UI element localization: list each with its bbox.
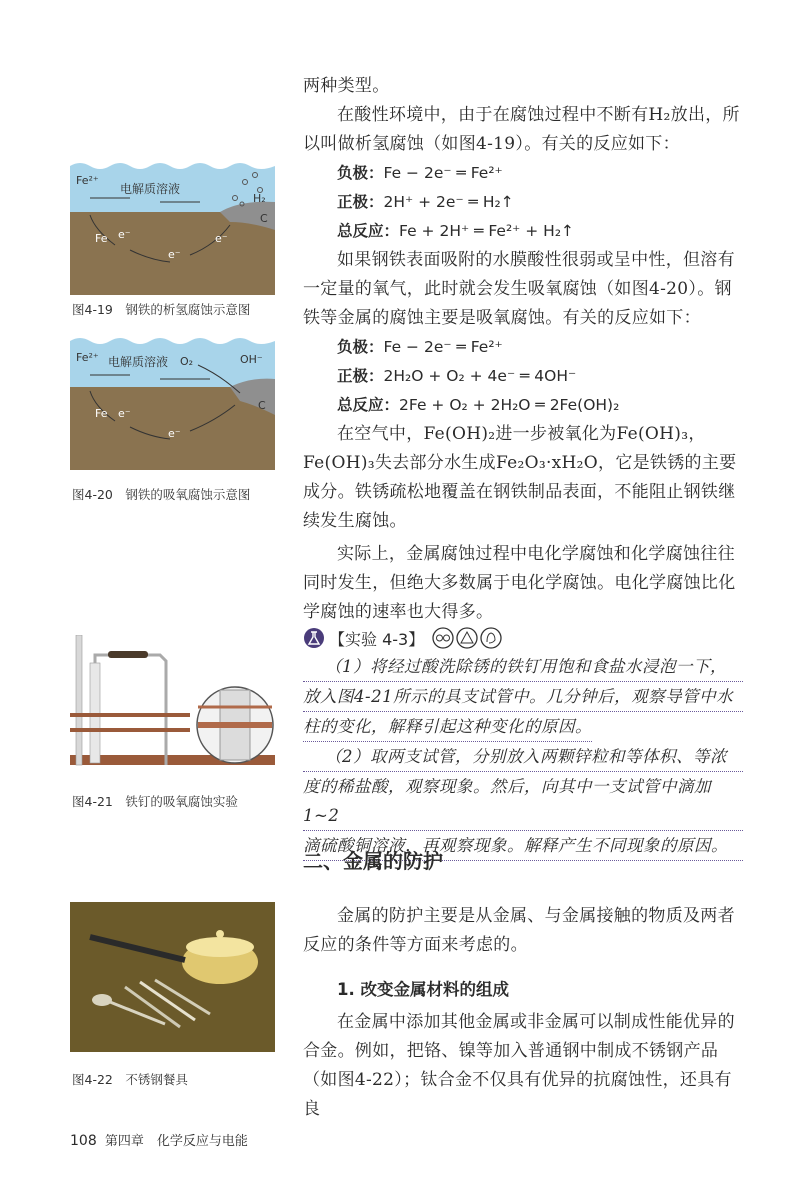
fig19-e-label: e⁻ — [118, 228, 131, 241]
eq2-neg-text: Fe − 2e⁻ ═ Fe²⁺ — [383, 338, 503, 356]
eq1-total-text: Fe + 2H⁺ ═ Fe²⁺ + H₂↑ — [399, 222, 575, 240]
eq1-pos-text: 2H⁺ + 2e⁻ ═ H₂↑ — [383, 193, 514, 211]
flask-icon — [303, 627, 325, 649]
eq1-neg-label: 负极： — [337, 164, 384, 182]
section-title: 二、金属的防护 — [303, 849, 443, 873]
fig19-e-label-3: e⁻ — [215, 232, 228, 245]
eq1-pos-label: 正极： — [337, 193, 384, 211]
page-footer — [70, 1130, 248, 1149]
main-text-column — [303, 72, 743, 627]
experiment-block — [303, 624, 743, 861]
fig20-solution-label: 电解质溶液 — [108, 355, 169, 369]
fig19-caption: 图4-19 钢铁的析氢腐蚀示意图 — [72, 302, 251, 317]
figure-4-20 — [70, 335, 275, 470]
page-number: 108 — [70, 1133, 97, 1149]
experiment-line-1: （1）将经过酸洗除锈的铁钉用饱和食盐水浸泡一下， — [303, 652, 743, 682]
lower-text-column — [303, 902, 743, 1124]
fig20-oh-label: OH⁻ — [240, 353, 263, 366]
experiment-line-3: 柱的变化，解释引起这种变化的原因。 — [303, 712, 592, 742]
figure-4-22 — [70, 902, 275, 1052]
figure-4-21 — [70, 635, 275, 775]
subsection-title: 1. 改变金属材料的组成 — [337, 980, 509, 999]
fig21-caption: 图4-21 铁钉的吸氧腐蚀实验 — [72, 794, 238, 809]
fig19-solution-label: 电解质溶液 — [120, 182, 181, 196]
eq2-pos-text: 2H₂O + O₂ + 4e⁻ ═ 4OH⁻ — [383, 367, 577, 385]
paragraph-0: 两种类型。 — [303, 76, 390, 96]
eq1-negative — [303, 159, 743, 188]
fig20-caption: 图4-20 钢铁的吸氧腐蚀示意图 — [72, 487, 251, 502]
eq1-total-label: 总反应： — [337, 222, 400, 240]
eq2-neg-label: 负极： — [337, 338, 384, 356]
eq2-total-text: 2Fe + O₂ + 2H₂O ═ 2Fe(OH)₂ — [399, 396, 620, 414]
fig20-fe-label: Fe — [95, 407, 108, 420]
hand-wash-icon — [480, 627, 502, 649]
fig20-e-label: e⁻ — [118, 407, 131, 420]
experiment-title: 【实验 4-3】 — [329, 629, 425, 649]
fig19-c-label: C — [260, 212, 268, 225]
eq1-neg-text: Fe − 2e⁻ ═ Fe²⁺ — [383, 164, 503, 182]
fig20-fe2-label: Fe²⁺ — [76, 351, 99, 364]
fig22-caption: 图4-22 不锈钢餐具 — [72, 1072, 188, 1087]
eq1-total — [303, 217, 743, 246]
experiment-header — [303, 624, 743, 652]
eq2-pos-label: 正极： — [337, 367, 384, 385]
experiment-line-2: 放入图4-21所示的具支试管中。几分钟后，观察导管中水 — [303, 682, 743, 712]
experiment-line-6: 滴硫酸铜溶液，再观察现象。解释产生不同现象的原因。 — [303, 831, 743, 861]
paragraph-6: 在金属中添加其他金属或非金属可以制成性能优异的合金。例如，把铬、镍等加入普通钢中制成不锈钢产品（如图4-22）；钛合金不仅具有优异的抗腐蚀性，还具有良 — [303, 1012, 735, 1119]
goggles-icon — [432, 627, 454, 649]
hazard-warning-icon — [456, 627, 478, 649]
experiment-line-5: 度的稀盐酸，观察现象。然后，向其中一支试管中滴加1~2 — [303, 772, 743, 831]
figure-4-19 — [70, 160, 275, 295]
eq2-positive — [303, 362, 743, 391]
eq2-total — [303, 391, 743, 420]
fig19-fe-label: Fe — [95, 232, 108, 245]
stainless-tableware-photo — [70, 902, 275, 1052]
fig20-o2-label: O₂ — [180, 355, 194, 368]
chapter-label: 第四章 化学反应与电能 — [104, 1134, 248, 1149]
fig20-e-label-2: e⁻ — [168, 427, 181, 440]
experiment-line-4: （2）取两支试管，分别放入两颗锌粒和等体积、等浓 — [303, 742, 743, 772]
paragraph-1: 在酸性环境中，由于在腐蚀过程中不断有H₂放出，所以叫做析氢腐蚀（如图4-19）。有关的反应如下： — [303, 105, 740, 154]
eq1-positive — [303, 188, 743, 217]
fig19-e-label-2: e⁻ — [168, 248, 181, 261]
paragraph-2: 如果钢铁表面吸附的水膜酸性很弱或呈中性，但溶有一定量的氧气，此时就会发生吸氧腐蚀（如图4-20）。钢铁等金属的腐蚀主要是吸氧腐蚀。有关的反应如下： — [303, 250, 735, 328]
fig19-h2-label: H₂ — [253, 192, 266, 205]
paragraph-4: 实际上，金属腐蚀过程中电化学腐蚀和化学腐蚀往往同时发生，但绝大多数属于电化学腐蚀。电化学腐蚀比化学腐蚀的速率也大得多。 — [303, 544, 736, 622]
fig19-fe2-label: Fe²⁺ — [76, 174, 99, 187]
eq2-negative — [303, 333, 743, 362]
eq2-total-label: 总反应： — [337, 396, 400, 414]
paragraph-3: 在空气中，Fe(OH)₂进一步被氧化为Fe(OH)₃，Fe(OH)₃失去部分水生成Fe₂O₃·xH₂O，它是铁锈的主要成分。铁锈疏松地覆盖在钢铁制品表面，不能阻止钢铁继续发生腐蚀。 — [303, 424, 737, 531]
test-tube-apparatus — [70, 635, 275, 775]
fig20-c-label: C — [258, 399, 266, 412]
paragraph-5: 金属的防护主要是从金属、与金属接触的物质及两者反应的条件等方面来考虑的。 — [303, 906, 735, 955]
